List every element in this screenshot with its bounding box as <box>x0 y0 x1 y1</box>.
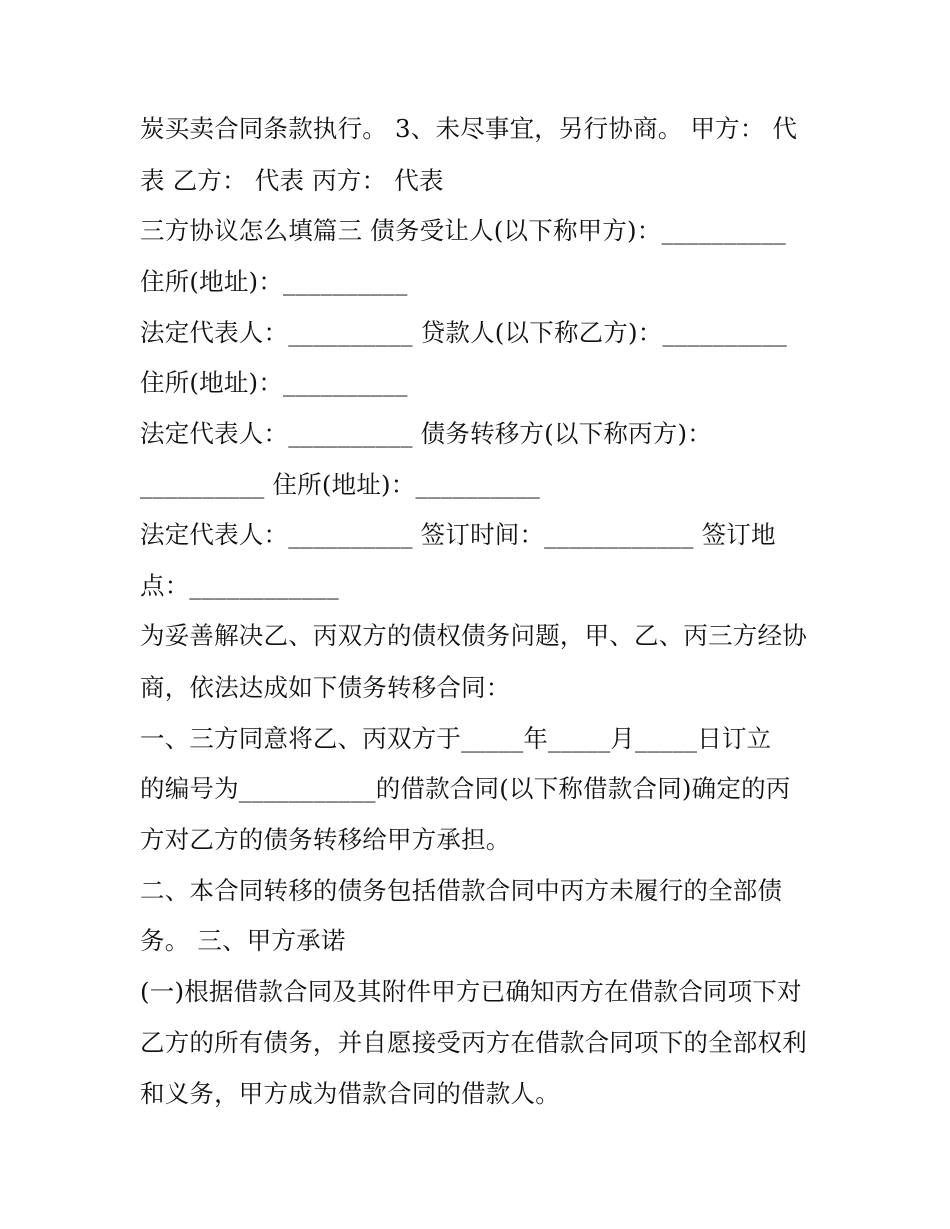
text-line: 务。 三、甲方承诺 <box>140 926 346 955</box>
text-line: 商，依法达成如下债务转移合同： <box>140 673 511 702</box>
text-line: 点：____________ <box>140 571 339 600</box>
text-line: (一)根据借款合同及其附件甲方已确知丙方在借款合同项下对 <box>140 977 802 1006</box>
text-line: 的编号为___________的借款合同(以下称借款合同)确定的丙 <box>140 774 791 803</box>
text-line: __________ 住所(地址)：__________ <box>140 470 541 499</box>
text-line: 住所(地址)：__________ <box>140 368 408 397</box>
text-line: 法定代表人：__________ 贷款人(以下称乙方)：__________ <box>140 318 788 347</box>
text-line: 炭买卖合同条款执行。 3、未尽事宜，另行协商。 甲方： 代 <box>140 114 798 143</box>
text-line: 乙方的所有债务，并自愿接受丙方在借款合同项下的全部权利 <box>140 1028 807 1057</box>
text-line: 住所(地址)：__________ <box>140 267 408 296</box>
text-line: 三方协议怎么填篇三 债务受让人(以下称甲方)：__________ <box>140 216 787 245</box>
text-line: 法定代表人：__________ 签订时间：____________ 签订地 <box>140 520 776 549</box>
text-line: 法定代表人：__________ 债务转移方(以下称丙方)： <box>140 419 712 448</box>
text-line: 表 乙方： 代表 丙方： 代表 <box>140 166 444 195</box>
text-line: 二、本合同转移的债务包括借款合同中丙方未履行的全部债 <box>140 876 783 905</box>
text-line: 为妥善解决乙、丙双方的债权债务问题，甲、乙、丙三方经协 <box>140 621 807 650</box>
text-line: 和义务，甲方成为借款合同的借款人。 <box>140 1079 560 1108</box>
text-line: 一、三方同意将乙、丙双方于_____年_____月_____日订立 <box>140 724 772 753</box>
text-line: 方对乙方的债务转移给甲方承担。 <box>140 825 511 854</box>
